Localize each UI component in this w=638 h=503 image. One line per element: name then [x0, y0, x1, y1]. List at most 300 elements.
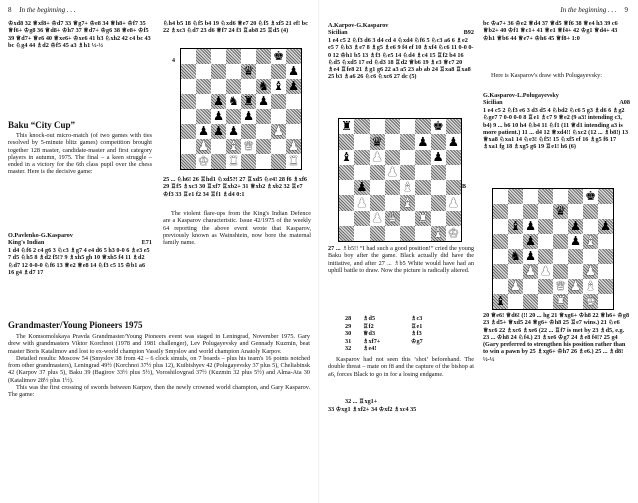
board-square	[583, 279, 598, 294]
board-square	[385, 226, 400, 241]
board-square	[400, 180, 415, 195]
game3-opening-row	[483, 99, 630, 106]
board-square	[598, 279, 613, 294]
board-square	[226, 124, 241, 139]
board-square	[508, 294, 523, 309]
black-piece-icon: ♜	[242, 94, 255, 109]
left-col2-text	[163, 210, 311, 246]
white-piece-icon: ♝	[584, 234, 597, 249]
board-square	[583, 264, 598, 279]
white-move: ♗xf7+	[363, 337, 381, 345]
board-square	[568, 294, 583, 309]
left-col2-moves: ♘h4 b5 18 ♘f5 b4 19 ♘xd6 ♕e7 20 ♘f5 ♗xf5 21 ef! bc 22 ♗xc3 ♘d7 23 d6 ♕f7 24 f3 ♖ab8 25 ♖d5 (4)	[163, 20, 308, 35]
board-square	[241, 79, 256, 94]
black-piece-icon: ♟	[432, 148, 444, 164]
board-square	[431, 165, 446, 180]
black-piece-icon: ♟	[524, 219, 537, 234]
game3-continuation: 20 ♕e6! ♕d6! (!! 20 ... hg 21 ♕xg6+ ♔h8 22 ♕h6+ ♔g8 23 ♗d5+ ♕xd5 24 ♕g6+ ♔h8 25 ♖e7 wins.) 21 ♘e6 ♕xc6 22 ♗xc6 ♗xe6 (22 ... ♖f7 is met by 23 ♗d5, e.g. 23 ... ♔h8 24 ♘f4.) 23 ♗xe6 ♔g7 24 ♗e8 f4!? 25 g4 (Gary preferred to strengthen his position rather than to win a pawn by 25 ♗xg6+ ♔h7 26 ♗e6.) 25 ... ♗d8! ½-½	[483, 312, 630, 363]
board-square	[256, 94, 271, 109]
board-square	[181, 109, 196, 124]
board-square	[415, 134, 430, 149]
black-move: ♔g7	[411, 337, 423, 345]
black-piece-icon: ♞	[257, 79, 270, 94]
right-running-title: In the beginning . . .	[560, 6, 617, 14]
board-square	[493, 204, 508, 219]
game1-eco: E71	[141, 239, 152, 247]
board-square	[354, 226, 369, 241]
board-square	[583, 219, 598, 234]
white-piece-icon: ♜	[227, 154, 240, 169]
board-square	[415, 195, 430, 210]
board-square	[400, 134, 415, 149]
board-square	[415, 180, 430, 195]
shot-paragraph: Kasparov had not seen this ‘shot’ beforehand. The double threat – mate on f8 and the capture of the bishop at a6, forces Black to go in for a losing endgame.	[328, 356, 474, 378]
board-square	[431, 195, 446, 210]
white-piece-icon: ♝	[227, 139, 240, 154]
board-square	[196, 109, 211, 124]
white-piece-icon: ♛	[386, 209, 398, 225]
board-square	[523, 189, 538, 204]
board-square	[523, 294, 538, 309]
board-square	[538, 189, 553, 204]
board-square	[339, 226, 354, 241]
board-square	[241, 94, 256, 109]
board-square	[508, 264, 523, 279]
board-square	[256, 79, 271, 94]
board-square	[339, 150, 354, 165]
board-square	[211, 154, 226, 169]
board-square	[446, 195, 461, 210]
move-row	[345, 315, 465, 323]
black-piece-icon: ♟	[212, 109, 225, 124]
board-square	[538, 219, 553, 234]
board-square	[538, 264, 553, 279]
board-square	[598, 204, 613, 219]
board-square	[354, 180, 369, 195]
black-piece-icon: ♝	[494, 294, 507, 309]
black-piece-icon: ♟	[569, 234, 582, 249]
game3-eco: A08	[619, 99, 630, 107]
move-row	[345, 338, 465, 346]
board-square	[493, 219, 508, 234]
white-piece-icon: ♚	[447, 225, 459, 241]
game3-header	[483, 92, 630, 107]
board-square	[553, 264, 568, 279]
board-square	[400, 211, 415, 226]
book-spine	[318, 0, 320, 503]
black-piece-icon: ♛	[242, 64, 255, 79]
board-square	[508, 189, 523, 204]
board-square	[508, 219, 523, 234]
game2-opening: Sicilian	[328, 29, 348, 37]
white-piece-icon: ♛	[242, 139, 255, 154]
board-square	[553, 279, 568, 294]
board-square	[226, 154, 241, 169]
board-square	[286, 64, 301, 79]
board-square	[196, 139, 211, 154]
board-square	[256, 154, 271, 169]
gyp-paragraph-1: The Komsomolskaya Pravda Grandmaster/Young Pioneers event was staged in Leningrad, November 1975. Gary drew with grandmasters Viktor Korchnoi (1978 and 1981 challenger), Lev Polugayevsky and Gennady Kuzmin, beat master Boris Katalimov and lost to ex-world champion Vassily Smyslov and world champion Anatoly Karpov.	[8, 333, 310, 355]
black-piece-icon: ♝	[509, 219, 522, 234]
board-square	[400, 150, 415, 165]
white-piece-icon: ♟	[272, 124, 285, 139]
board-square	[568, 279, 583, 294]
move-number: 32	[345, 345, 352, 353]
white-piece-icon: ♜	[417, 209, 429, 225]
board-square	[508, 234, 523, 249]
gyp-paragraph-3: This was the first crossing of swords between Karpov, then the newly crowned world champion, and Gary Kasparov. The game:	[8, 384, 310, 399]
game2-short-moves	[345, 315, 465, 353]
white-piece-icon: ♟	[584, 264, 597, 279]
board-square	[583, 294, 598, 309]
board-square	[415, 165, 430, 180]
game2-move-27: 27 ...	[328, 245, 341, 252]
board-square	[211, 64, 226, 79]
board-square	[256, 139, 271, 154]
board-square	[271, 79, 286, 94]
game2-players: A.Karpov-G.Kasparov	[328, 22, 389, 29]
board-square	[226, 94, 241, 109]
board-square	[385, 134, 400, 149]
black-piece-icon: ♟	[524, 234, 537, 249]
black-move: ♗f3	[411, 330, 422, 338]
board-square	[415, 226, 430, 241]
board-square	[598, 249, 613, 264]
black-piece-icon: ♚	[272, 49, 285, 64]
board-square	[196, 79, 211, 94]
black-piece-icon: ♟	[524, 249, 537, 264]
board-square	[583, 234, 598, 249]
board-square	[370, 119, 385, 134]
white-piece-icon: ♟	[569, 279, 582, 294]
baku-heading: Baku “City Cup”	[8, 120, 76, 130]
white-piece-icon: ♚	[197, 154, 210, 169]
black-piece-icon: ♟	[197, 124, 210, 139]
board-square	[446, 119, 461, 134]
board-square	[385, 195, 400, 210]
board-square	[553, 204, 568, 219]
board-square	[241, 139, 256, 154]
black-piece-icon: ♟	[287, 79, 300, 94]
black-piece-icon: ♚	[584, 189, 597, 204]
board-square	[271, 124, 286, 139]
board-square	[196, 94, 211, 109]
black-piece-icon: ♟	[447, 133, 459, 149]
board-square	[493, 234, 508, 249]
board-square	[354, 165, 369, 180]
board-square	[431, 180, 446, 195]
board-square	[271, 109, 286, 124]
move-row	[345, 345, 465, 353]
board-square	[568, 189, 583, 204]
black-piece-icon: ♟	[212, 124, 225, 139]
white-piece-icon: ♟	[371, 209, 383, 225]
game3-players: G.Kasparov-L.Polugayevsky	[483, 92, 559, 99]
board-square	[286, 124, 301, 139]
board-square	[226, 139, 241, 154]
board-square	[385, 119, 400, 134]
game1-moves: 1 d4 ♘f6 2 c4 g6 3 ♘c3 ♗g7 4 e4 d6 5 h3 0-0 6 ♗e3 e5 7 d5 ♘h5 8 ♗d2 f5!? 9 ♗xh5 gh 10 ♕xh5 f4 11 ♗d2 ♘d7 12 0-0-0 ♘f6 13 ♕e2 ♕e8 14 ♘f3 c5 15 ♔b1 a6 16 g4 ♗d7 17	[8, 247, 150, 276]
board-square	[256, 109, 271, 124]
board-square	[181, 49, 196, 64]
polugayevsky-intro-text: Here is Kasparov's draw with Polugayevsky:	[491, 72, 602, 79]
board-square	[354, 195, 369, 210]
board-square	[400, 119, 415, 134]
chess-diagram-6	[492, 188, 614, 310]
gyp-heading: Grandmaster/Young Pioneers 1975	[8, 320, 143, 330]
board-square	[583, 204, 598, 219]
baku-paragraph: This knock-out micro-match (of two games with ties resolved by 5-minute blitz games) competition brought together 128 master, candidate-master and first category players in autumn, 1975. The final – a keen struggle – ended in a victory for the 6th class pupil over the chess master. Here is the decisive game:	[8, 132, 152, 176]
board-square	[286, 94, 301, 109]
board-square	[385, 211, 400, 226]
board-square	[241, 109, 256, 124]
board-square	[226, 49, 241, 64]
board-square	[339, 119, 354, 134]
right-page-number: 9	[624, 6, 628, 14]
board-square	[446, 211, 461, 226]
white-piece-icon: ♟	[287, 139, 300, 154]
black-piece-icon: ♟	[212, 94, 225, 109]
game3-moves: 1 e4 c5 2 ♘f3 e6 3 d3 d5 4 ♘bd2 ♘c6 5 g3 ♗d6 6 ♗g2 ♘ge7 7 0-0 0-0 8 ♖e1 ♗c7 9 ♕e2 (9 a3! intending c3, b4) 9 ... b6 10 h4 ♘b4 11 ♘f1 (11 ♕d1 intending a3 is more patient.) 11 ... d4 12 ♕xd4!! ♘xc2 (12 ... ♗b8!) 13 ♕xa8 ♘xa1 14 ♘e3! ♘f5! 15 ♘xf5 ef 16 ♗g5 f6 17 ♗xa1 fg 18 ♗xg5 g6 19 ♖e1! h6 (6)	[483, 107, 629, 151]
board-square	[446, 226, 461, 241]
move-row	[345, 323, 465, 331]
white-piece-icon: ♜	[554, 294, 567, 309]
board-square	[568, 234, 583, 249]
board-square	[538, 234, 553, 249]
board-square	[211, 79, 226, 94]
board-square	[568, 204, 583, 219]
board-square	[493, 249, 508, 264]
board-square	[598, 219, 613, 234]
black-piece-icon: ♚	[432, 118, 444, 134]
diagram1-label	[172, 49, 178, 67]
game1-opening: King's Indian	[8, 239, 45, 247]
black-piece-icon: ♞	[509, 249, 522, 264]
board-square	[370, 150, 385, 165]
polugayevsky-intro	[483, 72, 630, 79]
game3-opening: Sicilian	[483, 99, 503, 107]
board-square	[431, 226, 446, 241]
black-piece-icon: ♟	[599, 219, 612, 234]
board-square	[553, 219, 568, 234]
white-piece-icon: ♝	[584, 279, 597, 294]
board-square	[583, 189, 598, 204]
chess-diagram-5	[338, 118, 462, 242]
white-piece-icon: ♛	[554, 279, 567, 294]
board-square	[354, 119, 369, 134]
white-piece-icon: ♝	[402, 179, 414, 195]
white-piece-icon: ♟	[371, 148, 383, 164]
white-piece-icon: ♟	[509, 279, 522, 294]
move-number: 31	[345, 337, 352, 345]
chess-diagram-4	[180, 48, 302, 170]
board-square	[256, 49, 271, 64]
board-square	[508, 249, 523, 264]
board-square	[286, 154, 301, 169]
diagram3-rank-labels	[614, 188, 620, 308]
board-square	[446, 180, 461, 195]
move-number: 30	[345, 330, 352, 338]
board-square	[523, 264, 538, 279]
white-move: ♗d5	[363, 315, 376, 322]
board-square	[354, 134, 369, 149]
board-square	[446, 165, 461, 180]
board-square	[598, 189, 613, 204]
game2-annotation-text: ♗b5!! “I had such a good position!” cried the young Baku boy after the game. Black actually did have the initiative, and after 27 ... ♗b5 White would have had an uphill battle to draw. Now the picture is radically altered.	[328, 245, 475, 274]
white-move: ♕d3	[363, 330, 376, 338]
board-square	[271, 154, 286, 169]
board-square	[196, 49, 211, 64]
game2-header	[328, 22, 474, 37]
board-square	[339, 195, 354, 210]
game2-end-moves-a: 32 ... ♖xg1+	[345, 398, 378, 405]
white-piece-icon: ♝	[402, 194, 414, 210]
game2-opening-row	[328, 29, 474, 36]
game2-end-moves-b: 33 ♔xg1 ♗xf2+ 34 ♔xf2 ♗xc4 35	[328, 406, 417, 413]
board-square	[370, 195, 385, 210]
board-square	[523, 249, 538, 264]
board-square	[415, 211, 430, 226]
black-piece-icon: ♛	[554, 204, 567, 219]
gyp-paragraph-2: Detailed results: Moscow 54 (Smyslov 38 from 42 – 6 clock simuls, on 7 boards – plus his team's 16 points notched from other grandmasters), Leningrad 49½ (Korchnoi 37½ plus 12), Kuibishyev 42 (Polugayevsky 37 plus 5), Cheliabinsk 42 (Karpov 37 plus 5), Baku 39 (Bagirov 33½ plus 5½), Voroshilovgrad 37½ (Kuzmin 32 plus 5½) and Alma-Ata 30 (Katalimov 28½ plus 1½).	[8, 354, 310, 384]
black-piece-icon: ♝	[341, 148, 353, 164]
board-square	[538, 279, 553, 294]
board-square	[256, 124, 271, 139]
left-running-title: In the beginning . . .	[19, 6, 76, 14]
white-piece-icon: ♟	[524, 264, 537, 279]
board-square	[181, 64, 196, 79]
game2-annotation	[328, 245, 474, 274]
board-square	[431, 134, 446, 149]
board-square	[241, 49, 256, 64]
board-square	[181, 154, 196, 169]
board-square	[226, 64, 241, 79]
board-square	[226, 109, 241, 124]
white-piece-icon: ♜	[287, 154, 300, 169]
game2-shot-text	[328, 356, 474, 378]
board-square	[226, 79, 241, 94]
board-square	[553, 189, 568, 204]
right-running-head	[500, 6, 628, 15]
black-piece-icon: ♟	[417, 133, 429, 149]
diagram2-side: B	[462, 184, 467, 190]
baku-text	[8, 132, 152, 176]
board-square	[241, 154, 256, 169]
board-square	[415, 119, 430, 134]
board-square	[196, 154, 211, 169]
board-square	[181, 124, 196, 139]
board-square	[385, 150, 400, 165]
board-square	[339, 211, 354, 226]
black-move: ♖e1	[411, 322, 423, 330]
black-piece-icon: ♟	[287, 64, 300, 79]
board-square	[370, 165, 385, 180]
board-square	[538, 294, 553, 309]
board-square	[415, 150, 430, 165]
board-square	[354, 211, 369, 226]
board-square	[370, 211, 385, 226]
game1-opening-row	[8, 239, 152, 246]
board-square	[211, 94, 226, 109]
board-square	[598, 264, 613, 279]
board-square	[181, 79, 196, 94]
board-square	[271, 64, 286, 79]
board-square	[583, 249, 598, 264]
left-page-number: 8	[8, 6, 12, 14]
board-square	[241, 124, 256, 139]
white-move: ♗e4!	[363, 345, 377, 353]
board-square	[256, 64, 271, 79]
white-piece-icon: ♟	[447, 194, 459, 210]
board-square	[431, 150, 446, 165]
game1-header	[8, 232, 152, 247]
board-square	[553, 294, 568, 309]
board-square	[211, 49, 226, 64]
board-square	[385, 180, 400, 195]
board-square	[568, 219, 583, 234]
white-piece-icon: ♟	[386, 164, 398, 180]
white-move: ♖f2	[363, 322, 374, 330]
board-square	[568, 264, 583, 279]
board-square	[508, 279, 523, 294]
board-square	[271, 49, 286, 64]
board-square	[286, 79, 301, 94]
board-square	[493, 279, 508, 294]
board-square	[493, 294, 508, 309]
left-col1-moves: ♔xd8 32 ♕xf8+ ♔d7 33 ♕g7+ ♔e8 34 ♕h8+ ♔f7 35 ♕f6+ ♔g8 36 ♕d8+ ♔h7 37 ♕d7+ ♔g6 38 ♕e8+ ♔f5 39 ♕d7+ ♕e6 40 ♕xe6+ ♔xe6 41 b3 ♘xh2 42 c4 bc 43 bc ♘g4 44 ♗d2 ♔f5 45 a3 ♗h1 ½-½	[8, 20, 151, 49]
board-square	[446, 134, 461, 149]
board-square	[385, 165, 400, 180]
board-square	[211, 109, 226, 124]
board-square	[553, 249, 568, 264]
white-piece-icon: ♟	[197, 139, 210, 154]
diagram1-number: 4	[172, 58, 175, 64]
white-piece-icon: ♚	[584, 294, 597, 309]
board-square	[271, 94, 286, 109]
board-square	[286, 109, 301, 124]
board-square	[286, 49, 301, 64]
black-piece-icon: ♟	[227, 124, 240, 139]
board-square	[370, 134, 385, 149]
board-square	[568, 249, 583, 264]
white-piece-icon: ♝	[432, 225, 444, 241]
board-square	[370, 180, 385, 195]
kid-paragraph: The violent flare-ups from the King's Indian Defence are a Kasparov characteristic. Issue 42/1975 of the weekly 64 reporting the above event wrote that Kasparov, previously known as Wainshtein, now bore the maternal family name.	[163, 210, 311, 247]
board-square	[196, 124, 211, 139]
black-piece-icon: ♟	[242, 109, 255, 124]
board-square	[538, 204, 553, 219]
left-col2-after-diagram: 25 ... ♘h6! 26 ♖hd1 ♘xd5?! 27 ♖xd5 ♘e4! 28 f6 ♗xf6 29 ♖f5 ♗xc3 30 ♖xf7 ♖xb2+ 31 ♕xb2 ♗xb2 32 ♖e7 ♔f3 33 ♖e1 f2 34 ♖f1 ♗d4 0:1	[163, 176, 307, 198]
move-row	[345, 330, 465, 338]
board-square	[523, 219, 538, 234]
board-square	[211, 124, 226, 139]
board-square	[339, 134, 354, 149]
game2-moves: 1 e4 c5 2 ♘f3 d6 3 d4 cd 4 ♘xd4 ♘f6 5 ♘c3 a6 6 ♗e2 e5 7 ♘b3 ♗e7 8 ♗g5 ♗e6 9 f4 ef 10 ♗xf4 ♘c6 11 0-0 0-0 12 ♔h1 b5 13 ♗f3 ♘e5 14 ♘d4 ♗c4 15 ♖f2 b4 16 ♘d5 ♘xd5 17 ed ♘d3 18 ♖d2 ♕b6 19 ♗e3 ♕c7 20 ♗e4 ♖fe8 21 ♗g1 g6 22 a3 a5 23 ab ab 24 ♖xa8 ♖xa8 25 b3 ♗a6 26 ♘c6 ♘xc6 27 dc (5)	[328, 37, 474, 81]
game2-eco: B92	[463, 29, 474, 37]
board-square	[241, 64, 256, 79]
diagram1-rank-labels	[302, 48, 308, 168]
board-square	[400, 226, 415, 241]
black-piece-icon: ♞	[227, 94, 240, 109]
game2-finish-moves: bc ♔a7+ 36 ♔e2 ♕d4 37 ♕d5 ♕f6 38 ♕e4 h3 39 c6 ♕b2+ 40 ♔f1 ♕c1+ 41 ♕e1 ♕f4+ 42 ♔g1 ♕d4+ 43 ♔h1 ♕b6 44 ♕e7+ ♔h6 45 ♕f8+ 1:0	[483, 20, 618, 42]
board-square	[271, 139, 286, 154]
board-square	[400, 195, 415, 210]
black-piece-icon: ♜	[341, 118, 353, 134]
board-square	[553, 234, 568, 249]
board-square	[400, 165, 415, 180]
board-square	[181, 94, 196, 109]
board-square	[431, 119, 446, 134]
